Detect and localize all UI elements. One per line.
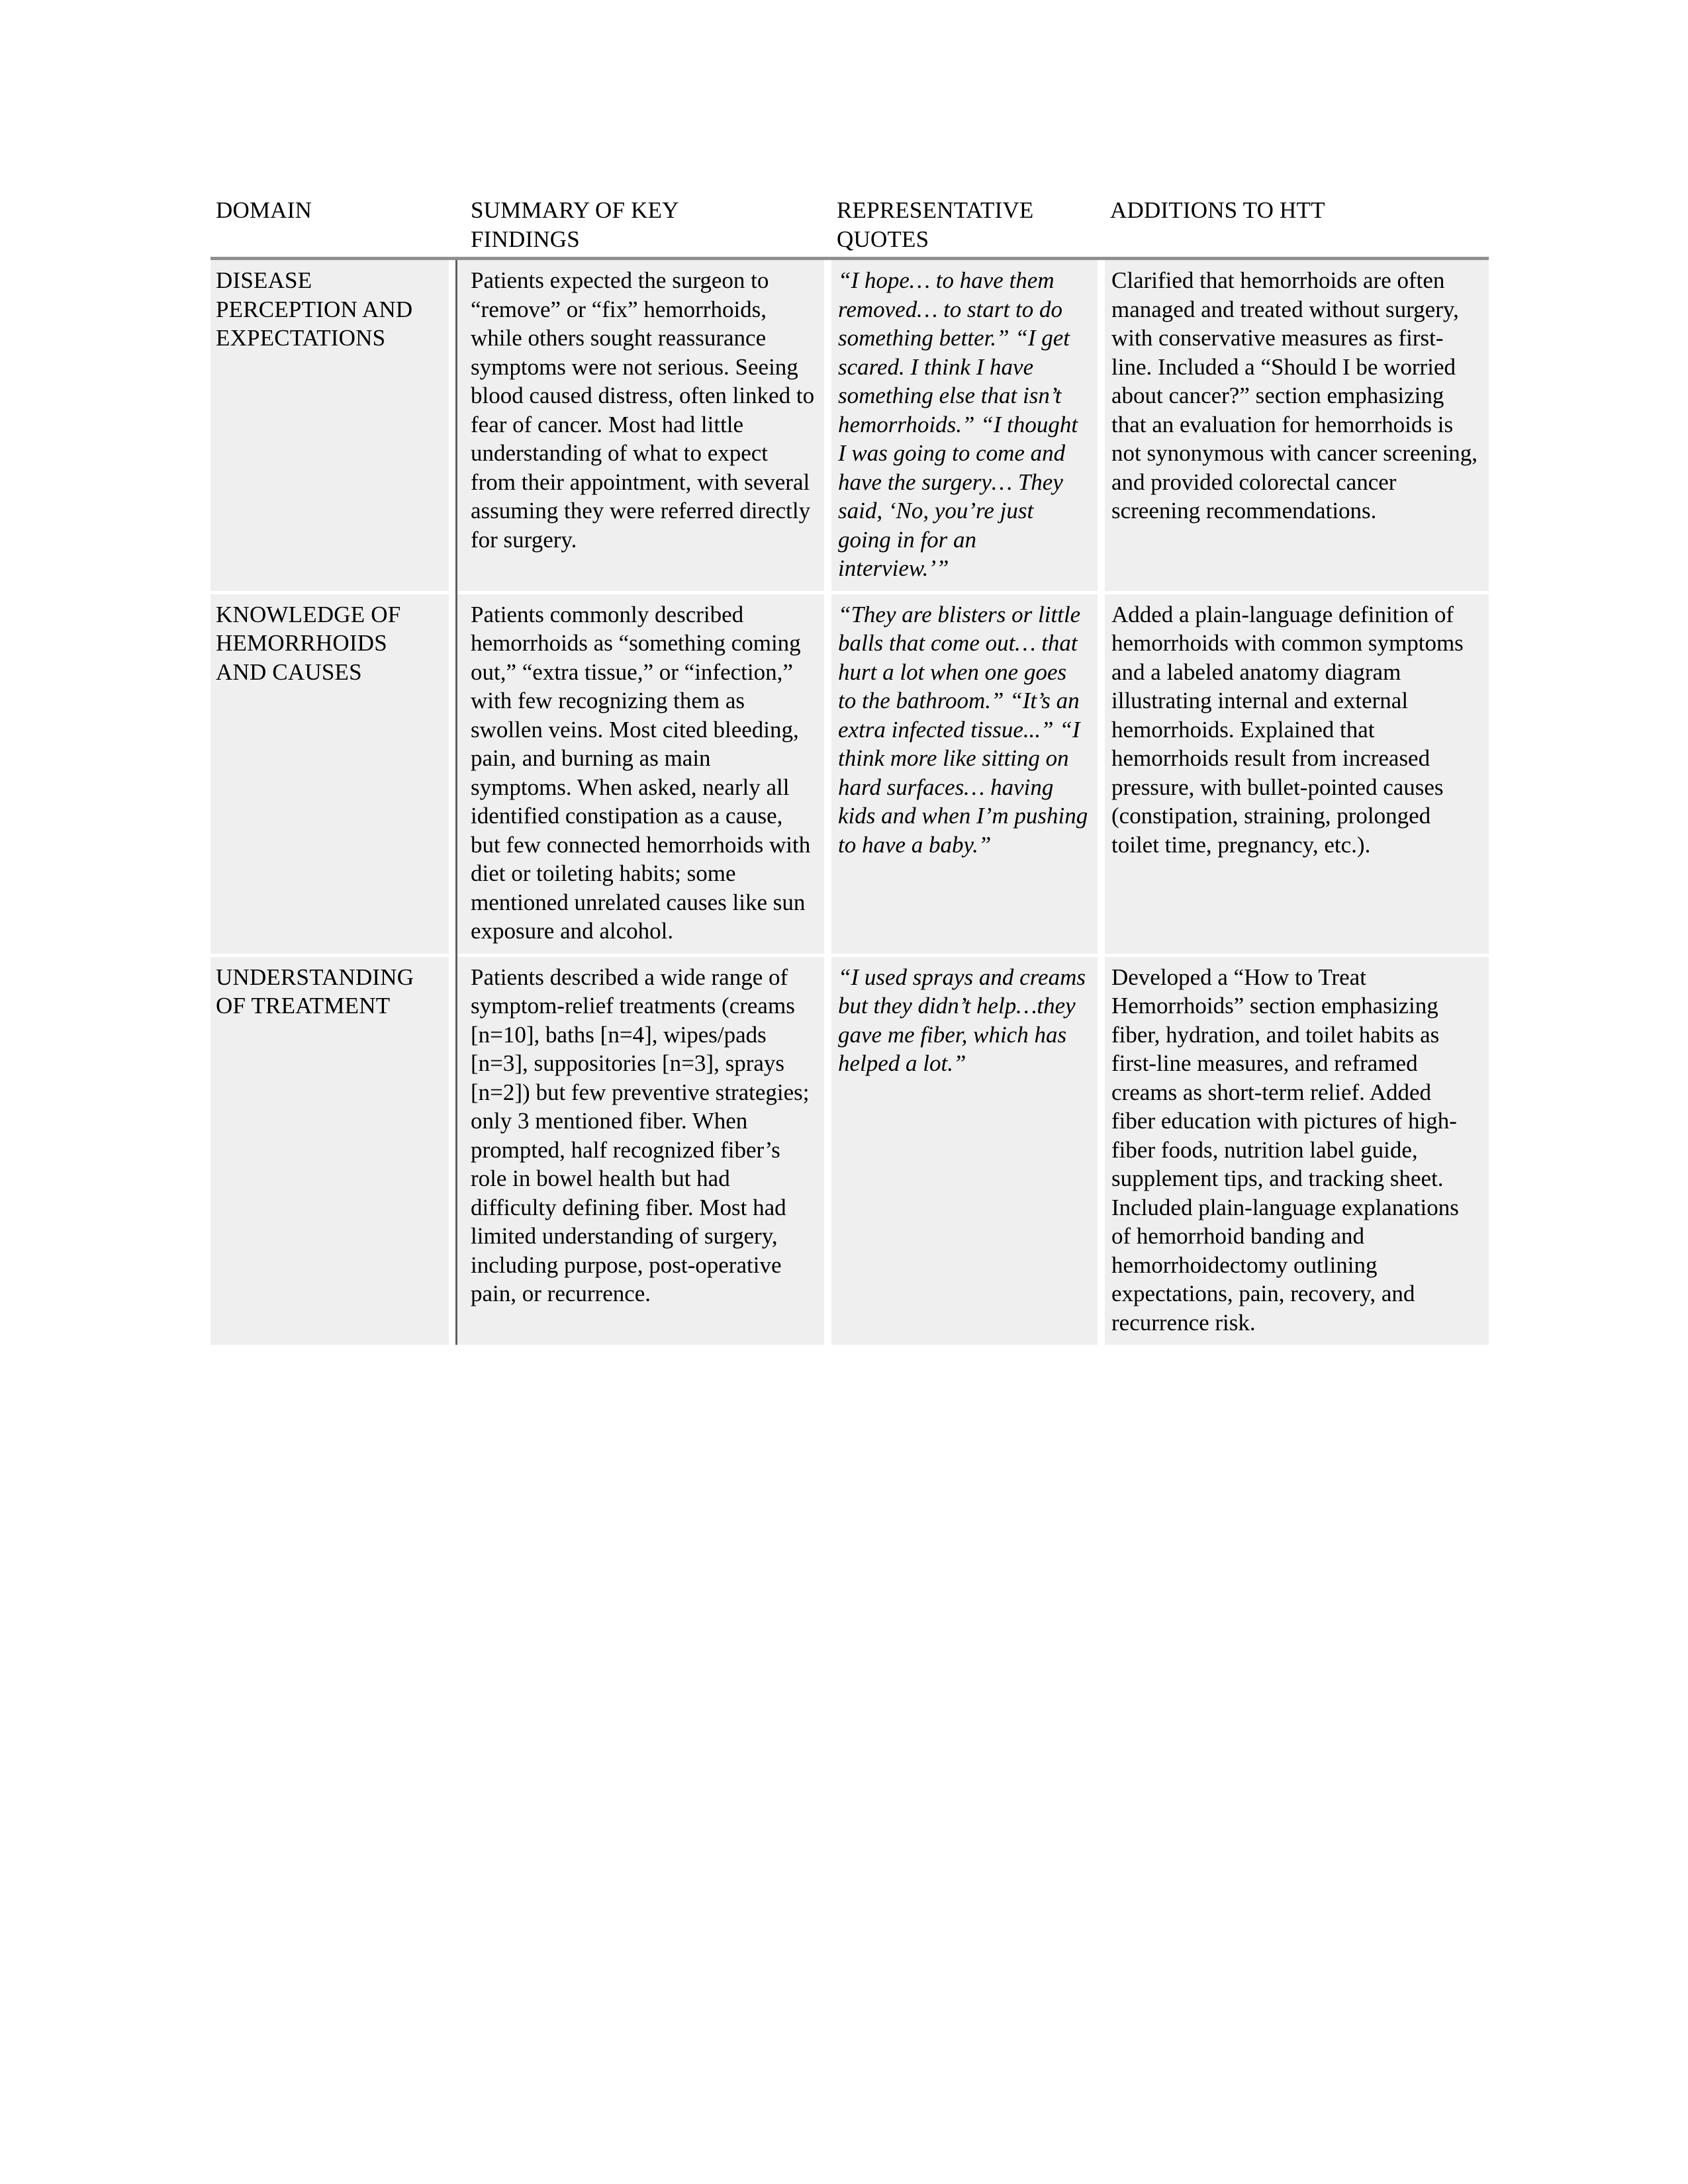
findings-table [211,196,1489,1345]
findings-cell: Patients commonly described hemorrhoids as “something coming out,” “extra tissue,” or “infection,” with few recognizing them as swollen veins. Most cited bleeding, pain, and burning as main symptoms. When asked, nearly all identified constipation as a cause, but few connected hemorrhoids with diet or toileting habits; some mentioned unrelated causes like sun exposure and alcohol. [456,594,824,954]
table-body [211,260,1489,1345]
column-header-representative-quotes: REPRESENTATIVE QUOTES [837,197,1034,252]
domain-cell: DISEASE PERCEPTION AND EXPECTATIONS [211,260,449,591]
quotes-cell: “They are blisters or little balls that come out… that hurt a lot when one goes to the bathroom.” “It’s an extra infected tissue...” “I think more like sitting on hard surfaces… having kids and when I’m pushing to have a baby.” [831,594,1098,954]
table-row [211,260,1489,591]
quotes-cell: “I hope… to have them removed… to start to do something better.” “I get scared. I think I have something else that isn’t hemorrhoids.” “I thought I was going to come and have the surgery… They said, ‘No, you’re just going in for an interview.’” [831,260,1098,591]
quotes-cell: “I used sprays and creams but they didn’t help…they gave me fiber, which has helped a lot.” [831,957,1098,1345]
table-row [211,594,1489,954]
additions-cell: Added a plain-language definition of hemorrhoids with common symptoms and a labeled anatomy diagram illustrating internal and external hemorrhoids. Explained that hemorrhoids result from increased pressure, with bullet-pointed causes (constipation, straining, prolonged toilet time, pregnancy, etc.). [1105,594,1489,954]
column-header-additions-to-htt: ADDITIONS TO HTT [1110,197,1325,223]
table-header-row [211,196,1489,254]
domain-column-divider-line [455,260,457,1345]
column-header-domain: DOMAIN [216,197,312,223]
domain-cell: UNDERSTANDING OF TREATMENT [211,957,449,1345]
domain-cell: KNOWLEDGE OF HEMORRHOIDS AND CAUSES [211,594,449,954]
table-row [211,957,1489,1345]
findings-cell: Patients expected the surgeon to “remove” or “fix” hemorrhoids, while others sought reassurance symptoms were not serious. Seeing blood caused distress, often linked to fear of cancer. Most had little understanding of what to expect from their appointment, with several assuming they were referred directly for surgery. [456,260,824,591]
additions-cell: Developed a “How to Treat Hemorrhoids” section emphasizing fiber, hydration, and toilet habits as first-line measures, and reframed creams as short-term relief. Added fiber education with pictures of high-fiber foods, nutrition label guide, supplement tips, and tracking sheet. Included plain-language explanations of hemorrhoid banding and hemorrhoidectomy outlining expectations, pain, recovery, and recurrence risk. [1105,957,1489,1345]
additions-cell: Clarified that hemorrhoids are often managed and treated without surgery, with conservative measures as first-line. Included a “Should I be worried about cancer?” section emphasizing that an evaluation for hemorrhoids is not synonymous with cancer screening, and provided colorectal cancer screening recommendations. [1105,260,1489,591]
column-header-summary-of-key-findings: SUMMARY OF KEY FINDINGS [471,197,679,252]
findings-cell: Patients described a wide range of symptom-relief treatments (creams [n=10], baths [n=4], wipes/pads [n=3], suppositories [n=3], sprays [n=2]) but few preventive strategies; only 3 mentioned fiber. When prompted, half recognized fiber’s role in bowel health but had difficulty defining fiber. Most had limited understanding of surgery, including purpose, post-operative pain, or recurrence. [456,957,824,1345]
